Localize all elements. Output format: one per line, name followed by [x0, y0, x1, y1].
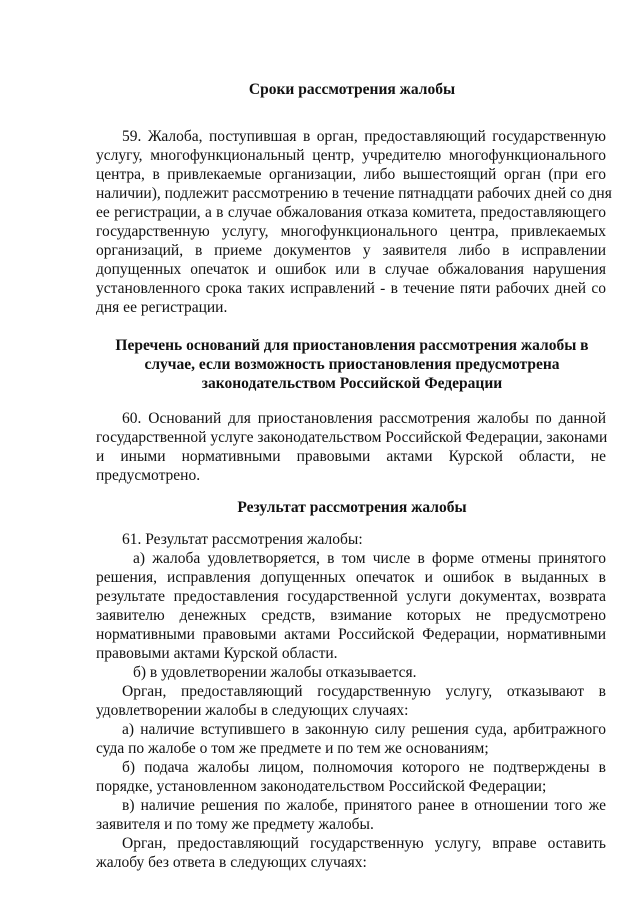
- paragraph-line: установленного срока таких исправлений - в течение пяти рабочих дней со: [96, 280, 606, 297]
- paragraph-line: удовлетворении жалобы в следующих случаях:: [96, 702, 409, 719]
- paragraph-line: заявителю денежных средств, взимание которых не предусмотрено: [96, 607, 606, 624]
- paragraph-line: наличии), подлежит рассмотрению в течение пятнадцати рабочих дней со дня: [96, 185, 612, 202]
- paragraph-line: Орган, предоставляющий государственную услугу, отказывают в: [122, 683, 606, 700]
- paragraph-line: б) в удовлетворении жалобы отказывается.: [133, 664, 417, 681]
- paragraph-line: 61. Результат рассмотрения жалобы:: [122, 531, 363, 548]
- paragraph-line: организаций, в приеме документов у заявителя либо в исправлении: [96, 242, 606, 259]
- paragraph-line: порядке, установленном законодательством Российской Федерации;: [96, 778, 547, 795]
- paragraph-line: суда по жалобе о том же предмете и по тем же основаниям;: [96, 740, 489, 757]
- paragraph-line: решения, исправления допущенных опечаток и ошибок в выданных в: [96, 569, 606, 586]
- paragraph-line: допущенных опечаток и ошибок или в случае обжалования нарушения: [96, 261, 606, 278]
- paragraph-line: 60. Оснований для приостановления рассмотрения жалобы по данной: [122, 410, 606, 427]
- section-heading-review-terms: Сроки рассмотрения жалобы: [248, 81, 456, 98]
- paragraph-line: и иными нормативными правовыми актами Курской области, не: [96, 448, 606, 465]
- paragraph-line: в) наличие решения по жалобе, принятого ранее в отношении того же: [122, 797, 606, 814]
- paragraph-line: б) подача жалобы лицом, полномочия которого не подтверждены в: [122, 759, 606, 776]
- paragraph-line: а) наличие вступившего в законную силу решения суда, арбитражного: [122, 721, 606, 738]
- paragraph-line: центра, в привлекаемые организации, либо вышестоящий орган (при его: [96, 166, 606, 183]
- paragraph-line: нормативными правовыми актами Российской Федерации, нормативными: [96, 626, 606, 643]
- paragraph-line: предусмотрено.: [96, 467, 201, 484]
- paragraph-line: правовыми актами Курской области.: [96, 645, 338, 662]
- paragraph-line: заявителя и по тому же предмету жалобы.: [96, 816, 374, 833]
- paragraph-line: ее регистрации, а в случае обжалования отказа комитета, предоставляющего: [96, 204, 606, 221]
- paragraph-line: жалобу без ответа в следующих случаях:: [96, 854, 367, 871]
- paragraph-line: услугу, многофункциональный центр, учредителю многофункционального: [96, 147, 606, 164]
- paragraph-line: Орган, предоставляющий государственную услугу, вправе оставить: [122, 835, 606, 852]
- paragraph-line: дня ее регистрации.: [96, 299, 228, 316]
- paragraph-line: а) жалоба удовлетворяется, в том числе в форме отмены принятого: [133, 550, 606, 567]
- paragraph-line: государственную услугу, многофункционального центра, привлекаемых: [96, 223, 606, 240]
- paragraph-line: результате предоставления государственной услуги документах, возврата: [96, 588, 606, 605]
- paragraph-line: 59. Жалоба, поступившая в орган, предоставляющий государственную: [122, 128, 606, 145]
- section-heading-suspension-grounds-line3: законодательством Российской Федерации: [201, 375, 503, 392]
- paragraph-line: государственной услуге законодательством Российской Федерации, законами: [96, 429, 608, 446]
- section-heading-suspension-grounds-line1: Перечень оснований для приостановления рассмотрения жалобы в: [115, 337, 589, 354]
- section-heading-review-result: Результат рассмотрения жалобы: [237, 499, 467, 516]
- section-heading-suspension-grounds-line2: случае, если возможность приостановления предусмотрена: [144, 356, 560, 373]
